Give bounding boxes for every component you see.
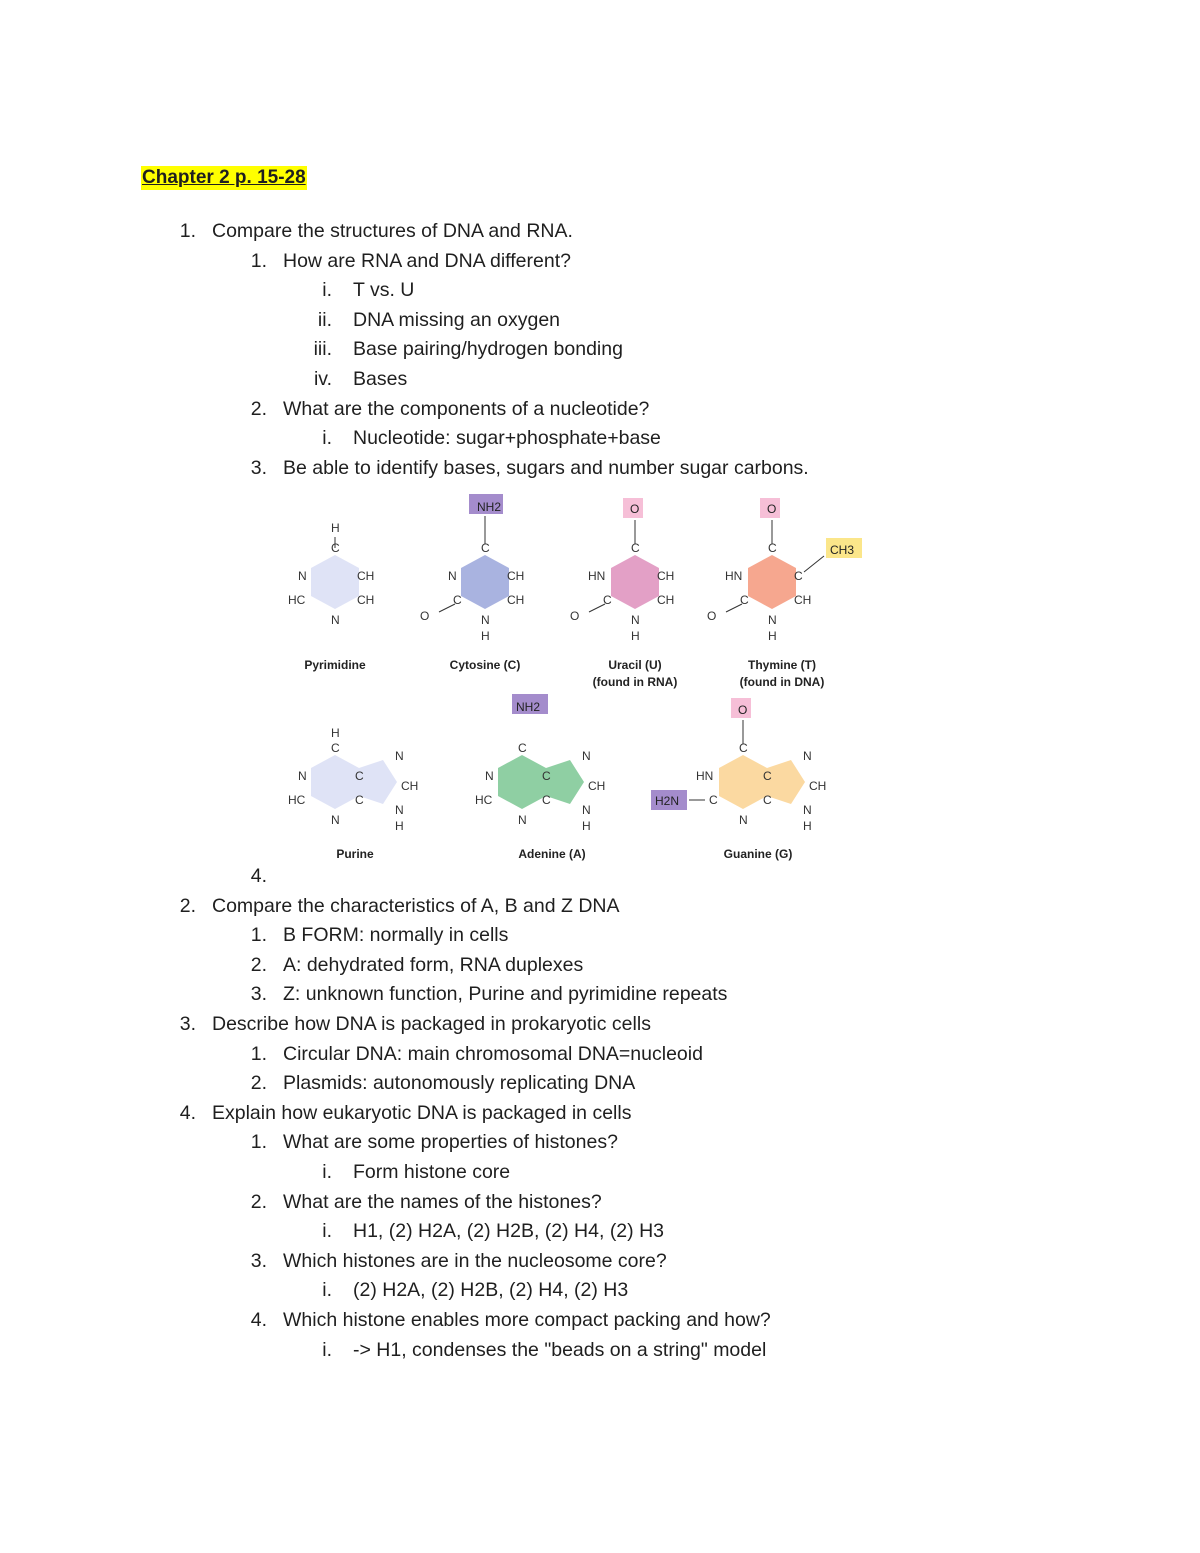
thymine-ch3-label: CH3 bbox=[830, 543, 855, 557]
svg-text:CH: CH bbox=[657, 569, 675, 583]
thymine-structure bbox=[707, 498, 862, 643]
svg-text:H: H bbox=[331, 726, 340, 740]
svg-text:N: N bbox=[448, 569, 457, 583]
outline-marker: 4. bbox=[250, 1309, 267, 1331]
svg-text:O: O bbox=[570, 609, 580, 623]
svg-text:C: C bbox=[518, 741, 527, 755]
outline-text: Bases bbox=[353, 368, 408, 390]
cytosine-nh2-label: NH2 bbox=[477, 500, 502, 514]
outline-text: Plasmids: autonomously replicating DNA bbox=[283, 1072, 636, 1095]
svg-text:HC: HC bbox=[475, 793, 493, 807]
outline-marker: 3. bbox=[250, 983, 267, 1006]
svg-text:N: N bbox=[395, 803, 404, 817]
outline-marker: i. bbox=[322, 279, 332, 302]
outline-text: Describe how DNA is packaged in prokaryotic cells bbox=[212, 1013, 651, 1035]
guanine-h2n-label: H2N bbox=[655, 794, 680, 808]
svg-text:HC: HC bbox=[288, 593, 306, 607]
uracil-o-label: O bbox=[630, 502, 640, 516]
nucleobase-figure bbox=[270, 492, 880, 887]
outline-text: Z: unknown function, Purine and pyrimidine repeats bbox=[283, 983, 728, 1006]
purine-structure bbox=[288, 726, 418, 833]
svg-text:CH: CH bbox=[357, 569, 375, 583]
adenine-structure bbox=[475, 694, 605, 833]
svg-text:H: H bbox=[331, 521, 340, 535]
adenine-nh2-label: NH2 bbox=[516, 700, 541, 714]
outline-marker: iii. bbox=[313, 338, 332, 361]
caption-uracil-note: (found in RNA) bbox=[592, 675, 678, 689]
svg-text:N: N bbox=[298, 569, 307, 583]
outline-text: Nucleotide: sugar+phosphate+base bbox=[353, 427, 661, 450]
svg-text:N: N bbox=[582, 749, 591, 763]
svg-text:C: C bbox=[542, 793, 551, 807]
svg-text:N: N bbox=[485, 769, 494, 783]
outline-text: Which histones are in the nucleosome core? bbox=[283, 1249, 667, 1272]
svg-text:CH: CH bbox=[794, 593, 812, 607]
outline-marker: 3. bbox=[250, 1249, 267, 1272]
outline-marker: 3. bbox=[250, 456, 267, 479]
svg-text:CH: CH bbox=[507, 593, 525, 607]
svg-text:H: H bbox=[481, 629, 490, 643]
svg-text:H: H bbox=[631, 629, 640, 643]
outline-text: Which histone enables more compact packing and how? bbox=[283, 1309, 771, 1331]
svg-text:C: C bbox=[763, 793, 772, 807]
outline-text: Base pairing/hydrogen bonding bbox=[353, 338, 623, 361]
outline-marker: 2. bbox=[179, 894, 196, 917]
outline-marker: ii. bbox=[317, 308, 332, 331]
svg-text:H: H bbox=[803, 819, 812, 833]
svg-text:N: N bbox=[481, 613, 490, 627]
svg-text:C: C bbox=[331, 741, 340, 755]
svg-text:C: C bbox=[794, 569, 803, 583]
outline-marker: 2. bbox=[250, 1190, 267, 1213]
svg-text:N: N bbox=[803, 803, 812, 817]
outline-text: Compare the characteristics of A, B and Z DNA bbox=[212, 894, 620, 917]
uracil-structure bbox=[570, 498, 674, 643]
outline-text: How are RNA and DNA different? bbox=[283, 249, 571, 272]
svg-text:C: C bbox=[355, 793, 364, 807]
svg-text:N: N bbox=[331, 813, 340, 827]
svg-text:N: N bbox=[395, 749, 404, 763]
svg-text:N: N bbox=[582, 803, 591, 817]
svg-text:C: C bbox=[453, 593, 462, 607]
outline-marker: 2. bbox=[250, 1072, 267, 1095]
svg-text:CH: CH bbox=[401, 779, 419, 793]
guanine-o-label: O bbox=[738, 703, 748, 717]
svg-text:CH: CH bbox=[357, 593, 375, 607]
outline-marker: 1. bbox=[250, 249, 267, 272]
outline-text: Circular DNA: main chromosomal DNA=nucleoid bbox=[283, 1042, 703, 1065]
thymine-o-label: O bbox=[767, 502, 777, 516]
caption-thymine: Thymine (T) bbox=[748, 658, 816, 672]
outline-marker: iv. bbox=[313, 368, 332, 390]
outline-marker: 4. bbox=[250, 865, 267, 887]
caption-thymine-note: (found in DNA) bbox=[739, 675, 825, 689]
caption-purine: Purine bbox=[336, 847, 374, 861]
outline-marker: 1. bbox=[250, 1131, 267, 1154]
svg-text:CH: CH bbox=[507, 569, 525, 583]
svg-text:C: C bbox=[763, 769, 772, 783]
pyrimidine-structure bbox=[288, 521, 374, 627]
svg-text:C: C bbox=[355, 769, 364, 783]
caption-uracil: Uracil (U) bbox=[608, 658, 662, 672]
outline-marker: 1. bbox=[250, 1042, 267, 1065]
outline-marker: i. bbox=[322, 1161, 332, 1183]
svg-text:HN: HN bbox=[588, 569, 606, 583]
svg-text:HN: HN bbox=[696, 769, 714, 783]
svg-text:N: N bbox=[631, 613, 640, 627]
outline-text: T vs. U bbox=[353, 279, 415, 302]
outline-marker: 4. bbox=[179, 1101, 196, 1124]
svg-text:N: N bbox=[768, 613, 777, 627]
caption-guanine: Guanine (G) bbox=[723, 847, 793, 861]
svg-text:HC: HC bbox=[288, 793, 306, 807]
outline-text: (2) H2A, (2) H2B, (2) H4, (2) H3 bbox=[353, 1279, 629, 1302]
svg-text:N: N bbox=[298, 769, 307, 783]
outline-marker: 1. bbox=[250, 924, 267, 947]
svg-text:C: C bbox=[739, 741, 748, 755]
outline-marker: 2. bbox=[250, 397, 267, 420]
svg-text:H: H bbox=[395, 819, 404, 833]
outline-marker: 3. bbox=[179, 1013, 196, 1035]
outline-text: H1, (2) H2A, (2) H2B, (2) H4, (2) H3 bbox=[353, 1220, 664, 1243]
outline-marker: i. bbox=[322, 427, 332, 450]
outline-marker: i. bbox=[322, 1279, 332, 1302]
outline-marker: 1. bbox=[179, 220, 196, 242]
outline-text: What are the names of the histones? bbox=[283, 1190, 602, 1213]
outline-text: Form histone core bbox=[353, 1161, 511, 1183]
svg-text:CH: CH bbox=[809, 779, 827, 793]
outline-text: Be able to identify bases, sugars and number sugar carbons. bbox=[283, 456, 809, 479]
caption-adenine: Adenine (A) bbox=[518, 847, 586, 861]
svg-text:C: C bbox=[709, 793, 718, 807]
outline-text: What are some properties of histones? bbox=[283, 1131, 618, 1154]
outline-marker: 2. bbox=[250, 953, 267, 976]
svg-text:C: C bbox=[331, 541, 340, 555]
svg-text:N: N bbox=[739, 813, 748, 827]
svg-text:N: N bbox=[803, 749, 812, 763]
chapter-heading: Chapter 2 p. 15-28 bbox=[142, 167, 306, 188]
guanine-structure bbox=[651, 698, 826, 833]
svg-text:C: C bbox=[542, 769, 551, 783]
outline-text: What are the components of a nucleotide? bbox=[283, 397, 650, 420]
outline-marker: i. bbox=[322, 1220, 332, 1243]
caption-cytosine: Cytosine (C) bbox=[449, 658, 521, 672]
caption-pyrimidine: Pyrimidine bbox=[304, 658, 366, 672]
outline-text: Compare the structures of DNA and RNA. bbox=[212, 220, 573, 242]
outline-text: -> H1, condenses the "beads on a string" model bbox=[353, 1338, 767, 1361]
svg-text:C: C bbox=[631, 541, 640, 555]
svg-text:O: O bbox=[420, 609, 430, 623]
outline-text: A: dehydrated form, RNA duplexes bbox=[283, 953, 584, 976]
cytosine-structure bbox=[420, 494, 524, 643]
outline-text: Explain how eukaryotic DNA is packaged in cells bbox=[212, 1101, 632, 1124]
svg-text:N: N bbox=[518, 813, 527, 827]
svg-text:C: C bbox=[768, 541, 777, 555]
svg-text:N: N bbox=[331, 613, 340, 627]
outline-text: B FORM: normally in cells bbox=[283, 924, 509, 947]
svg-text:O: O bbox=[707, 609, 717, 623]
svg-text:C: C bbox=[740, 593, 749, 607]
svg-text:C: C bbox=[603, 593, 612, 607]
svg-text:C: C bbox=[481, 541, 490, 555]
outline-text: DNA missing an oxygen bbox=[353, 308, 561, 331]
svg-text:CH: CH bbox=[657, 593, 675, 607]
svg-text:H: H bbox=[582, 819, 591, 833]
svg-text:HN: HN bbox=[725, 569, 743, 583]
svg-text:CH: CH bbox=[588, 779, 606, 793]
svg-text:H: H bbox=[768, 629, 777, 643]
outline-marker: i. bbox=[322, 1338, 332, 1361]
